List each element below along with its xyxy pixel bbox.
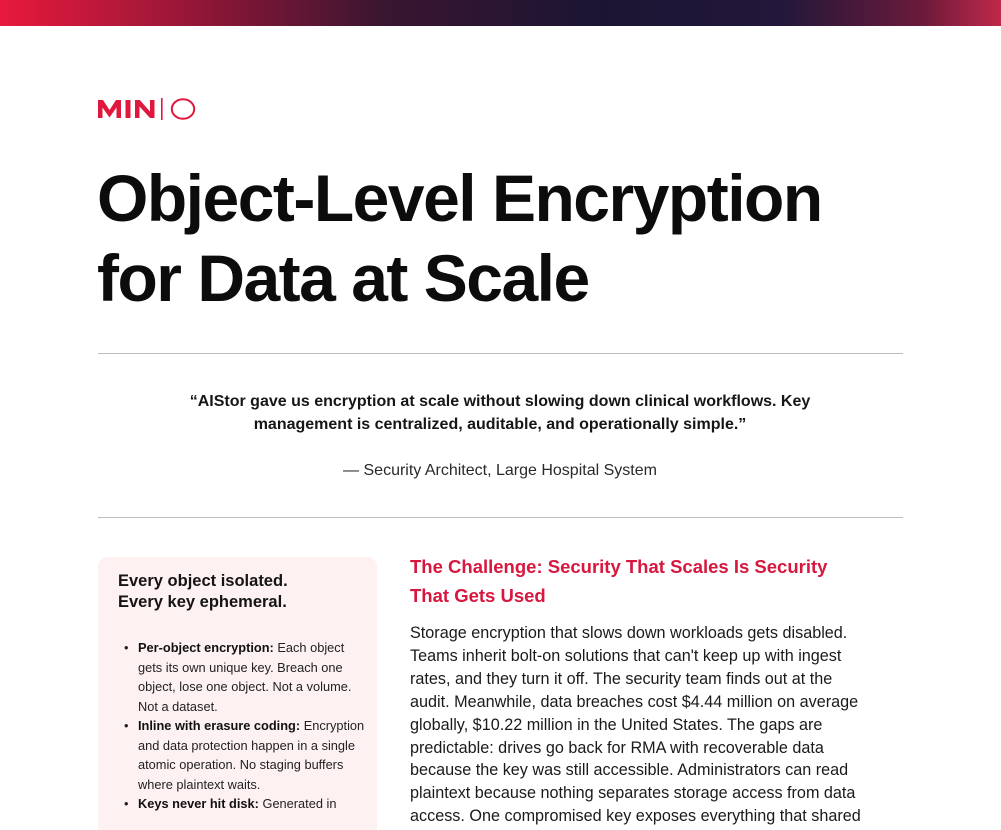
divider-bottom bbox=[98, 517, 903, 518]
title-line-1: Object-Level Encryption bbox=[97, 161, 822, 235]
body-line: plaintext because nothing separates storage access from data bbox=[410, 784, 856, 803]
feature-text: Generated in bbox=[262, 796, 337, 811]
section-body bbox=[410, 622, 890, 828]
feature-text: Each object gets its own unique key. Breach one object, lose one object. Not a volume. Not a dataset. bbox=[138, 640, 352, 714]
sidebar-heading bbox=[118, 571, 288, 613]
body-line: predictable: drives go back for RMA with recoverable data bbox=[410, 738, 824, 757]
list-item bbox=[120, 716, 365, 794]
divider-top bbox=[98, 353, 903, 354]
feature-label: Per-object encryption: bbox=[138, 640, 274, 655]
body-line: because the key was still accessible. Administrators can read bbox=[410, 761, 849, 780]
feature-list bbox=[120, 638, 365, 814]
body-line: Teams inherit bolt-on solutions that can't keep up with ingest bbox=[410, 646, 842, 665]
feature-label: Inline with erasure coding: bbox=[138, 718, 301, 733]
quote-attribution: — Security Architect, Large Hospital System bbox=[343, 462, 657, 479]
section-heading-line-1: The Challenge: Security That Scales Is Security bbox=[410, 556, 828, 577]
body-line: access. One compromised key exposes everything that shared bbox=[410, 807, 861, 826]
body-line: rates, and they turn it off. The security team finds out at the bbox=[410, 669, 833, 688]
body-line: globally, $10.22 million in the United States. The gaps are bbox=[410, 715, 823, 734]
list-item bbox=[120, 794, 365, 814]
sidebar-heading-line-1: Every object isolated. bbox=[118, 572, 288, 590]
feature-label: Keys never hit disk: bbox=[138, 796, 259, 811]
feature-text: Encryption and data protection happen in a single atomic operation. No staging buffers where plaintext waits. bbox=[138, 718, 365, 792]
top-gradient-bar bbox=[0, 0, 1001, 26]
minio-logo bbox=[97, 96, 222, 122]
feature-sidebar bbox=[98, 557, 377, 830]
sidebar-heading-line-2: Every key ephemeral. bbox=[118, 593, 287, 611]
body-line: audit. Meanwhile, data breaches cost $4.44 million on average bbox=[410, 692, 859, 711]
testimonial-quote: “AIStor gave us encryption at scale without slowing down clinical workflows. Key management is centralized, auditable, and operationally simple.” bbox=[189, 393, 811, 433]
list-item bbox=[120, 638, 365, 716]
section-heading-line-2: That Gets Used bbox=[410, 585, 546, 606]
body-line: Storage encryption that slows down workloads gets disabled. bbox=[410, 624, 848, 642]
page-title bbox=[97, 158, 822, 318]
title-line-2: for Data at Scale bbox=[97, 241, 589, 315]
section-heading bbox=[410, 552, 880, 610]
